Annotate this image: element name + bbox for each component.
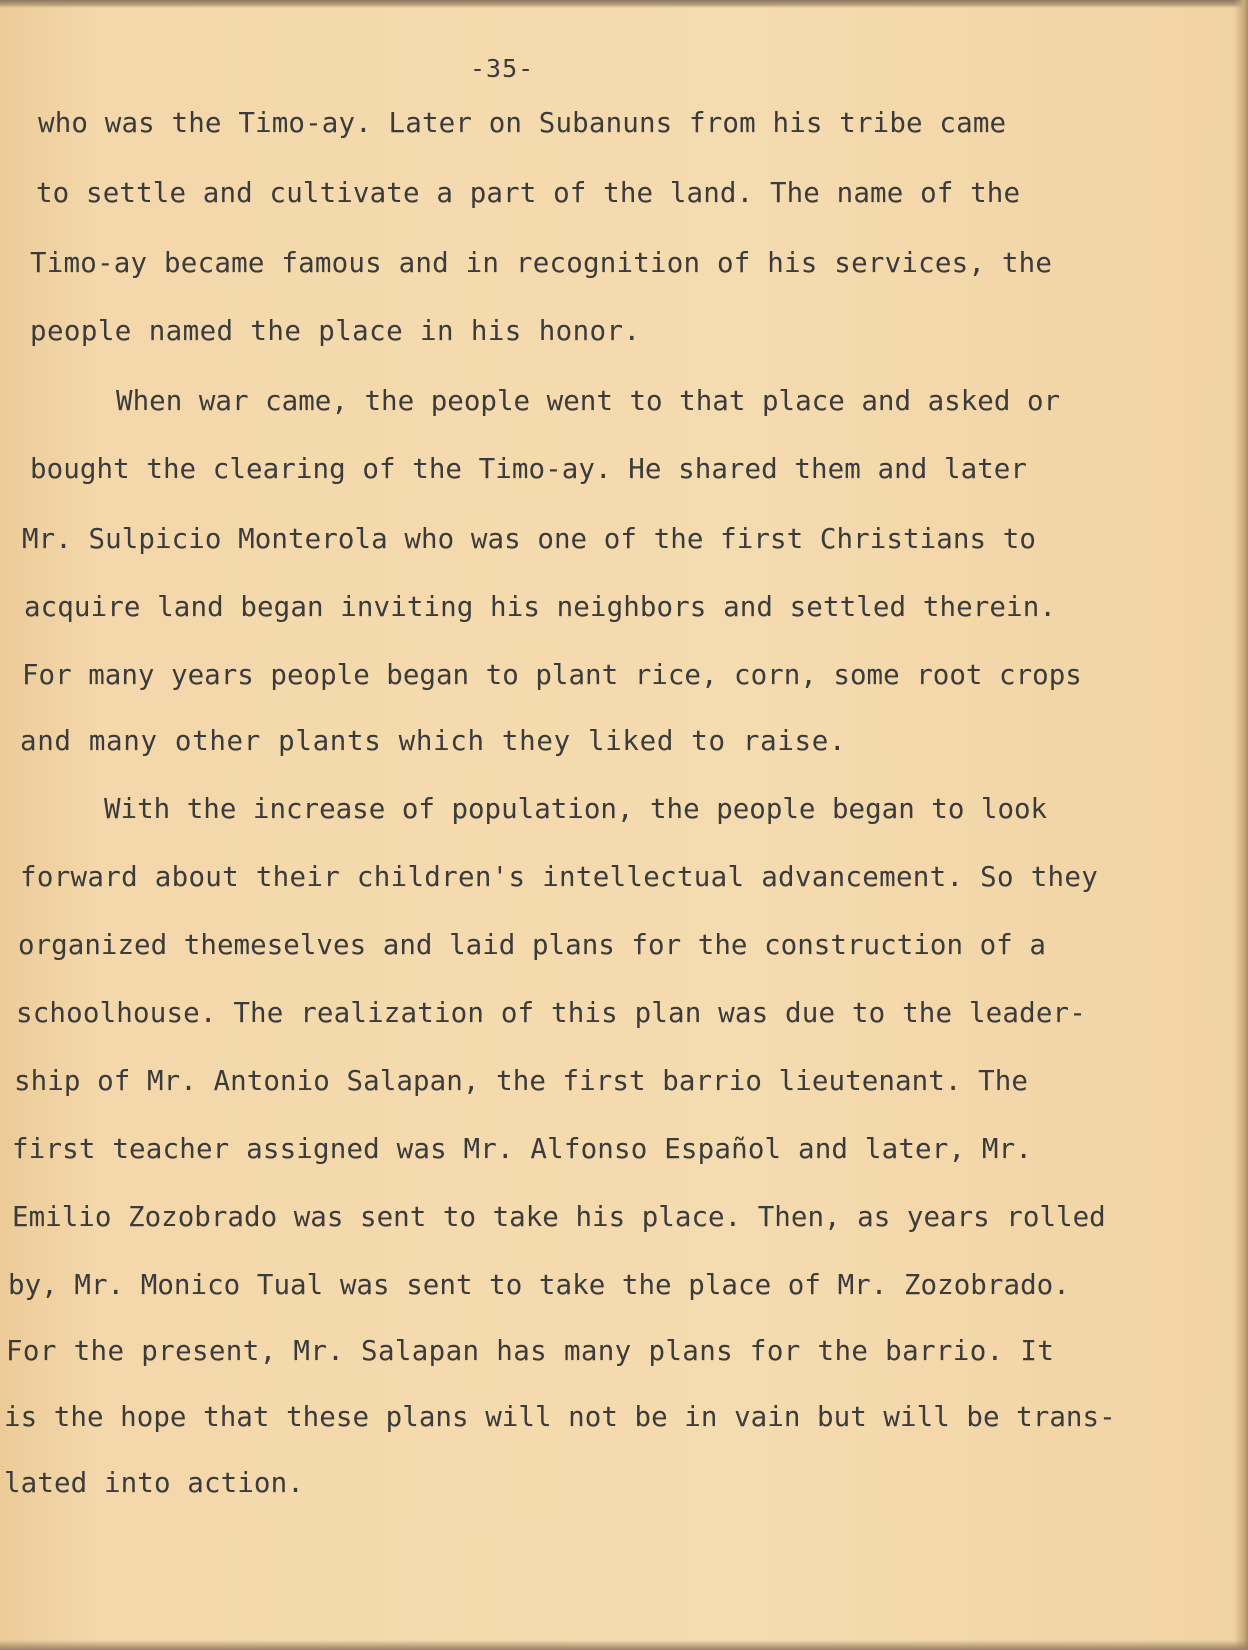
text-line: Mr. Sulpicio Monterola who was one of the first Christians to [22, 523, 1037, 555]
text-line: Emilio Zozobrado was sent to take his place. Then, as years rolled [12, 1201, 1106, 1233]
text-line: who was the Timo-ay. Later on Subanuns from his tribe came [38, 107, 1007, 139]
text-line: bought the clearing of the Timo-ay. He shared them and later [30, 453, 1028, 485]
page-top-edge [0, 0, 1248, 8]
text-line: to settle and cultivate a part of the land. The name of the [36, 177, 1021, 209]
text-line: When war came, the people went to that place and asked or [116, 385, 1061, 417]
text-line: ship of Mr. Antonio Salapan, the first barrio lieutenant. The [14, 1065, 1029, 1097]
text-line: first teacher assigned was Mr. Alfonso Español and later, Mr. [12, 1133, 1033, 1165]
text-line: For many years people began to plant rice, corn, some root crops [22, 659, 1082, 691]
page-number: -35- [470, 54, 535, 83]
page-bottom-edge [0, 1640, 1248, 1650]
text-line: people named the place in his honor. [30, 315, 641, 347]
text-line: organized themeselves and laid plans for the construction of a [18, 929, 1046, 961]
text-line: acquire land began inviting his neighbors and settled therein. [24, 591, 1056, 623]
text-line: schoolhouse. The realization of this plan was due to the leader- [16, 997, 1086, 1029]
text-line: by, Mr. Monico Tual was sent to take the place of Mr. Zozobrado. [8, 1269, 1070, 1301]
text-line: Timo-ay became famous and in recognition of his services, the [30, 247, 1053, 279]
text-line: With the increase of population, the people began to look [104, 793, 1048, 825]
text-line: and many other plants which they liked to raise. [20, 725, 847, 757]
text-line: is the hope that these plans will not be in vain but will be trans- [4, 1401, 1116, 1433]
text-line: lated into action. [4, 1467, 304, 1499]
page-right-edge [1234, 0, 1248, 1650]
text-line: forward about their children's intellectual advancement. So they [20, 861, 1099, 893]
text-line: For the present, Mr. Salapan has many plans for the barrio. It [6, 1335, 1055, 1367]
